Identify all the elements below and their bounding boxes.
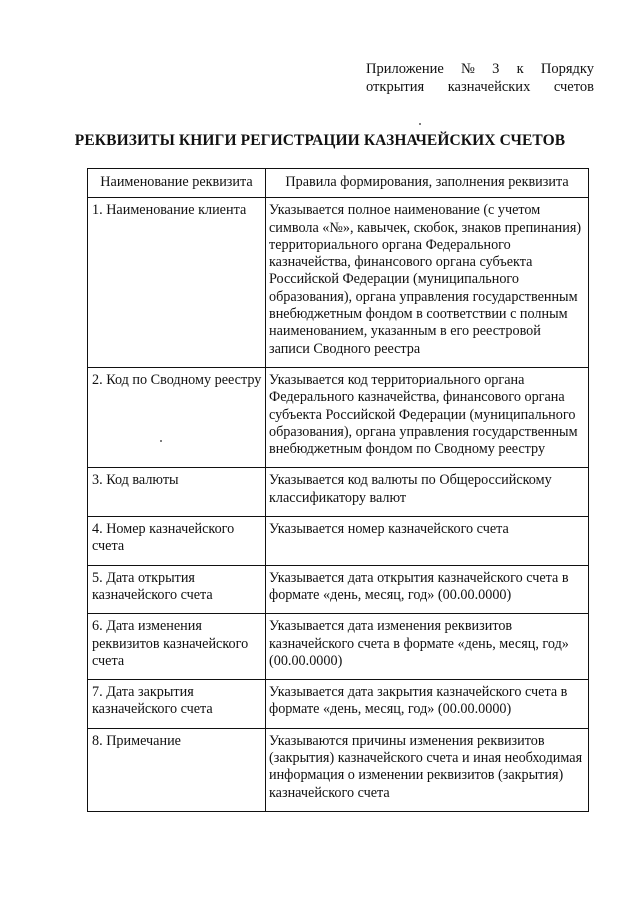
appendix-word: № bbox=[461, 61, 475, 77]
scan-speck bbox=[419, 123, 421, 125]
scan-speck bbox=[160, 440, 162, 442]
appendix-word: счетов bbox=[553, 79, 594, 95]
requisite-rule: Указывается номер казначейского счета bbox=[266, 517, 589, 566]
table-row bbox=[88, 517, 589, 566]
requisite-rule: Указывается дата изменения реквизитов казначейского счета в формате «день, месяц, год» (00.00.0000) bbox=[266, 614, 589, 680]
appendix-word: казначейских bbox=[447, 79, 531, 95]
column-header-rule: Правила формирования, заполнения реквизита bbox=[266, 169, 589, 198]
table-row bbox=[88, 198, 589, 368]
requisite-name: 3. Код валюты bbox=[88, 468, 266, 517]
requisite-name: 7. Дата закрытия казначейского счета bbox=[88, 680, 266, 729]
document-title: РЕКВИЗИТЫ КНИГИ РЕГИСТРАЦИИ КАЗНАЧЕЙСКИХ СЧЕТОВ bbox=[74, 132, 566, 149]
requisite-rule: Указывается код территориального органа Федерального казначейства, финансового органа субъекта Российской Федерации (муниципального образования), органа управления государственным внебюджетным фондом по Сводному реестру bbox=[266, 367, 589, 467]
requisite-name: 5. Дата открытия казначейского счета bbox=[88, 565, 266, 614]
table-row bbox=[88, 367, 589, 467]
requisite-rule: Указывается код валюты по Общероссийскому классификатору валют bbox=[266, 468, 589, 517]
appendix-line-2 bbox=[366, 78, 594, 96]
appendix-word: Приложение bbox=[366, 61, 444, 77]
appendix-word: открытия bbox=[366, 79, 425, 95]
table-header-row bbox=[88, 169, 589, 198]
requisite-rule: Указывается дата закрытия казначейского счета в формате «день, месяц, год» (00.00.0000) bbox=[266, 680, 589, 729]
table-row bbox=[88, 565, 589, 614]
appendix-word: 3 bbox=[492, 61, 500, 77]
requisite-rule: Указывается дата открытия казначейского счета в формате «день, месяц, год» (00.00.0000) bbox=[266, 565, 589, 614]
requisite-name: 6. Дата изменения реквизитов казначейского счета bbox=[88, 614, 266, 680]
requisites-table bbox=[87, 168, 589, 812]
requisite-rule: Указывается полное наименование (с учетом символа «№», кавычек, скобок, знаков препинания) территориального органа Федерального казначейства, финансового органа субъекта Российской Федерации (муниципального образования), органа управления государственным внебюджетным фондом в соответствии с полным наименованием, указанным в его реестровой записи Сводного реестра bbox=[266, 198, 589, 368]
appendix-note bbox=[366, 60, 594, 96]
requisite-name: 4. Номер казначейского счета bbox=[88, 517, 266, 566]
table-row bbox=[88, 468, 589, 517]
table-row bbox=[88, 680, 589, 729]
requisite-rule: Указываются причины изменения реквизитов (закрытия) казначейского счета и иная необходимая информация о изменении реквизитов (закрытия) казначейского счета bbox=[266, 728, 589, 811]
requisite-name: 1. Наименование клиента bbox=[88, 198, 266, 368]
appendix-word: Порядку bbox=[540, 61, 594, 77]
appendix-word: к bbox=[516, 61, 524, 77]
appendix-line-1 bbox=[366, 60, 594, 78]
requisite-name: 8. Примечание bbox=[88, 728, 266, 811]
table-row bbox=[88, 614, 589, 680]
column-header-name: Наименование реквизита bbox=[88, 169, 266, 198]
requisite-name: 2. Код по Сводному реестру bbox=[88, 367, 266, 467]
table-row bbox=[88, 728, 589, 811]
